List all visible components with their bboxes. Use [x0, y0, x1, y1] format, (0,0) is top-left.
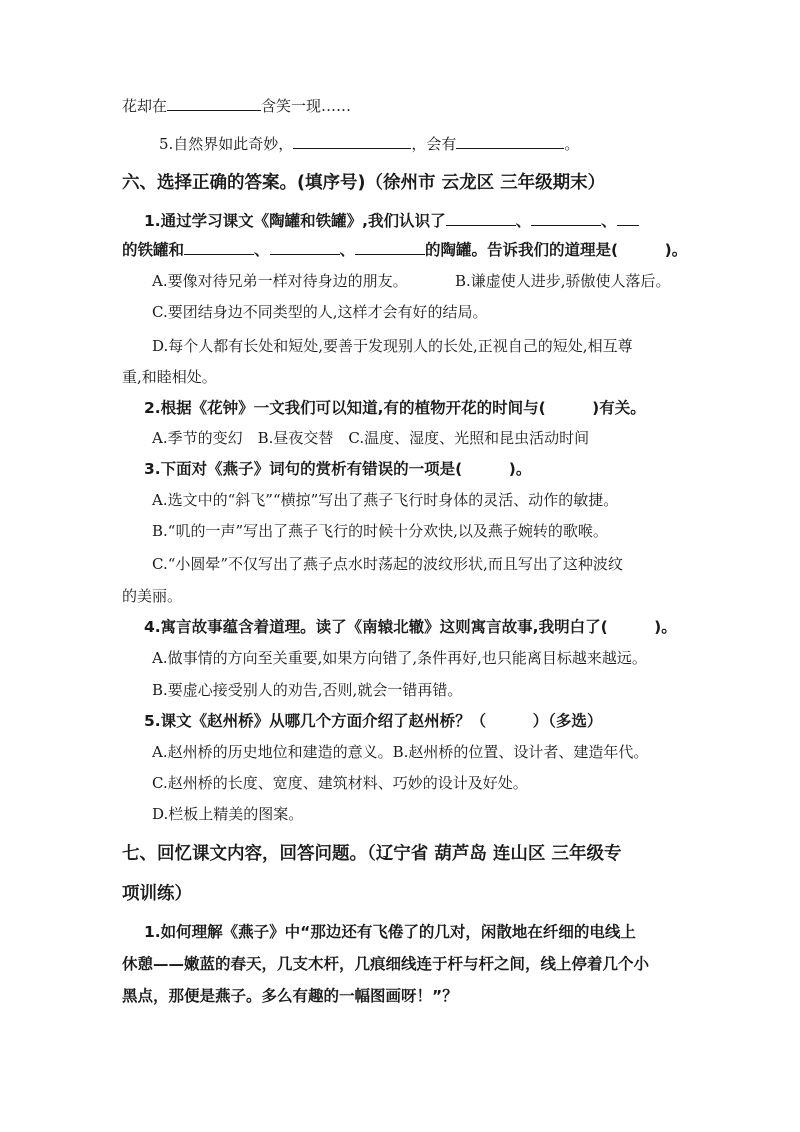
s7-q1-line2: 休憩——嫩蓝的春天，几支木杆，几痕细线连于杆与杆之间，线上停着几个小	[122, 955, 650, 973]
answer-blank[interactable]	[293, 134, 411, 149]
fill-line-nature	[159, 134, 579, 154]
q5-options-ab: A.赵州桥的历史地位和建造的意义。B.赵州桥的位置、设计者、建造年代。	[152, 743, 649, 761]
text-segment: 、	[601, 212, 617, 230]
answer-blank[interactable]	[355, 240, 425, 255]
q5-option-c: C.赵州桥的长度、宽度、建筑材料、巧妙的设计及好处。	[152, 774, 528, 792]
q5-option-d: D.栏板上精美的图案。	[152, 805, 304, 823]
text-segment: 的陶罐。告诉我们的道理是( )。	[425, 241, 688, 259]
section-6-heading: 六、选择正确的答案。(填序号)（徐州市 云龙区 三年级期末）	[122, 173, 606, 193]
fill-line-flower	[122, 96, 351, 116]
answer-blank[interactable]	[270, 240, 340, 255]
answer-blank[interactable]	[456, 134, 564, 149]
section-7-heading-line1: 七、回忆课文内容，回答问题。（辽宁省 葫芦岛 连山区 三年级专	[122, 844, 622, 864]
q1-stem-line1	[144, 211, 639, 231]
text-segment: 。	[564, 135, 580, 153]
text-segment: ，会有	[411, 135, 457, 153]
q3-option-b: B.“叽的一声”写出了燕子飞行的时候十分欢快,以及燕子婉转的歌喉。	[152, 522, 608, 540]
answer-blank[interactable]	[531, 211, 601, 226]
q5-stem: 5.课文《赵州桥》从哪几个方面介绍了赵州桥？（ ）（多选）	[144, 712, 603, 730]
text-segment: 、	[515, 212, 532, 230]
text-segment: 、	[254, 241, 270, 259]
text-segment: 的铁罐和	[122, 241, 185, 259]
text-segment: 5.自然界如此奇妙，	[159, 135, 294, 153]
q3-option-c-line2: 的美丽。	[122, 587, 183, 605]
q3-stem: 3.下面对《燕子》词句的赏析有错误的一项是( )。	[144, 460, 532, 478]
answer-blank[interactable]	[184, 240, 254, 255]
text-segment: 花却在	[122, 97, 168, 115]
text-segment: 、	[339, 241, 356, 259]
q4-option-b: B.要虚心接受别人的劝告,否则,就会一错再错。	[152, 681, 463, 699]
q2-stem: 2.根据《花钟》一文我们可以知道,有的植物开花的时间与( )有关。	[144, 399, 646, 417]
q1-option-d-line1: D.每个人都有长处和短处,要善于发现别人的长处,正视自己的短处,相互尊	[152, 337, 633, 355]
q4-option-a: A.做事情的方向至关重要,如果方向错了,条件再好,也只能离目标越来越远。	[152, 649, 647, 667]
text-segment: 1.通过学习课文《陶罐和铁罐》,我们认识了	[144, 212, 446, 230]
q1-option-d-line2: 重,和睦相处。	[122, 368, 217, 386]
q1-option-a: A.要像对待兄弟一样对待身边的朋友。	[152, 272, 408, 290]
s7-q1-line3: 黑点，那便是燕子。多么有趣的一幅图画呀！”？	[122, 987, 458, 1005]
answer-blank[interactable]	[617, 211, 639, 226]
answer-blank[interactable]	[446, 211, 516, 226]
text-segment: 含笑一现……	[261, 97, 352, 115]
q1-stem-line2	[122, 240, 687, 260]
q1-option-c: C.要团结身边不同类型的人,这样才会有好的结局。	[152, 303, 488, 321]
q3-option-a: A.选文中的“斜飞”“横掠”写出了燕子飞行时身体的灵活、动作的敏捷。	[152, 491, 619, 509]
q3-option-c-line1: C.“小圆晕”不仅写出了燕子点水时荡起的波纹形状,而且写出了这种波纹	[152, 555, 623, 573]
s7-q1-line1: 1.如何理解《燕子》中“那边还有飞倦了的几对，闲散地在纤细的电线上	[144, 923, 636, 941]
q2-options: A.季节的变幻 B.昼夜交替 C.温度、湿度、光照和昆虫活动时间	[152, 429, 590, 447]
answer-blank[interactable]	[167, 96, 261, 111]
section-7-heading-line2: 项训练）	[122, 884, 192, 904]
q1-option-b: B.谦虚使人进步,骄傲使人落后。	[455, 272, 671, 290]
q4-stem: 4.寓言故事蕴含着道理。读了《南辕北辙》这则寓言故事,我明白了( )。	[144, 618, 677, 636]
